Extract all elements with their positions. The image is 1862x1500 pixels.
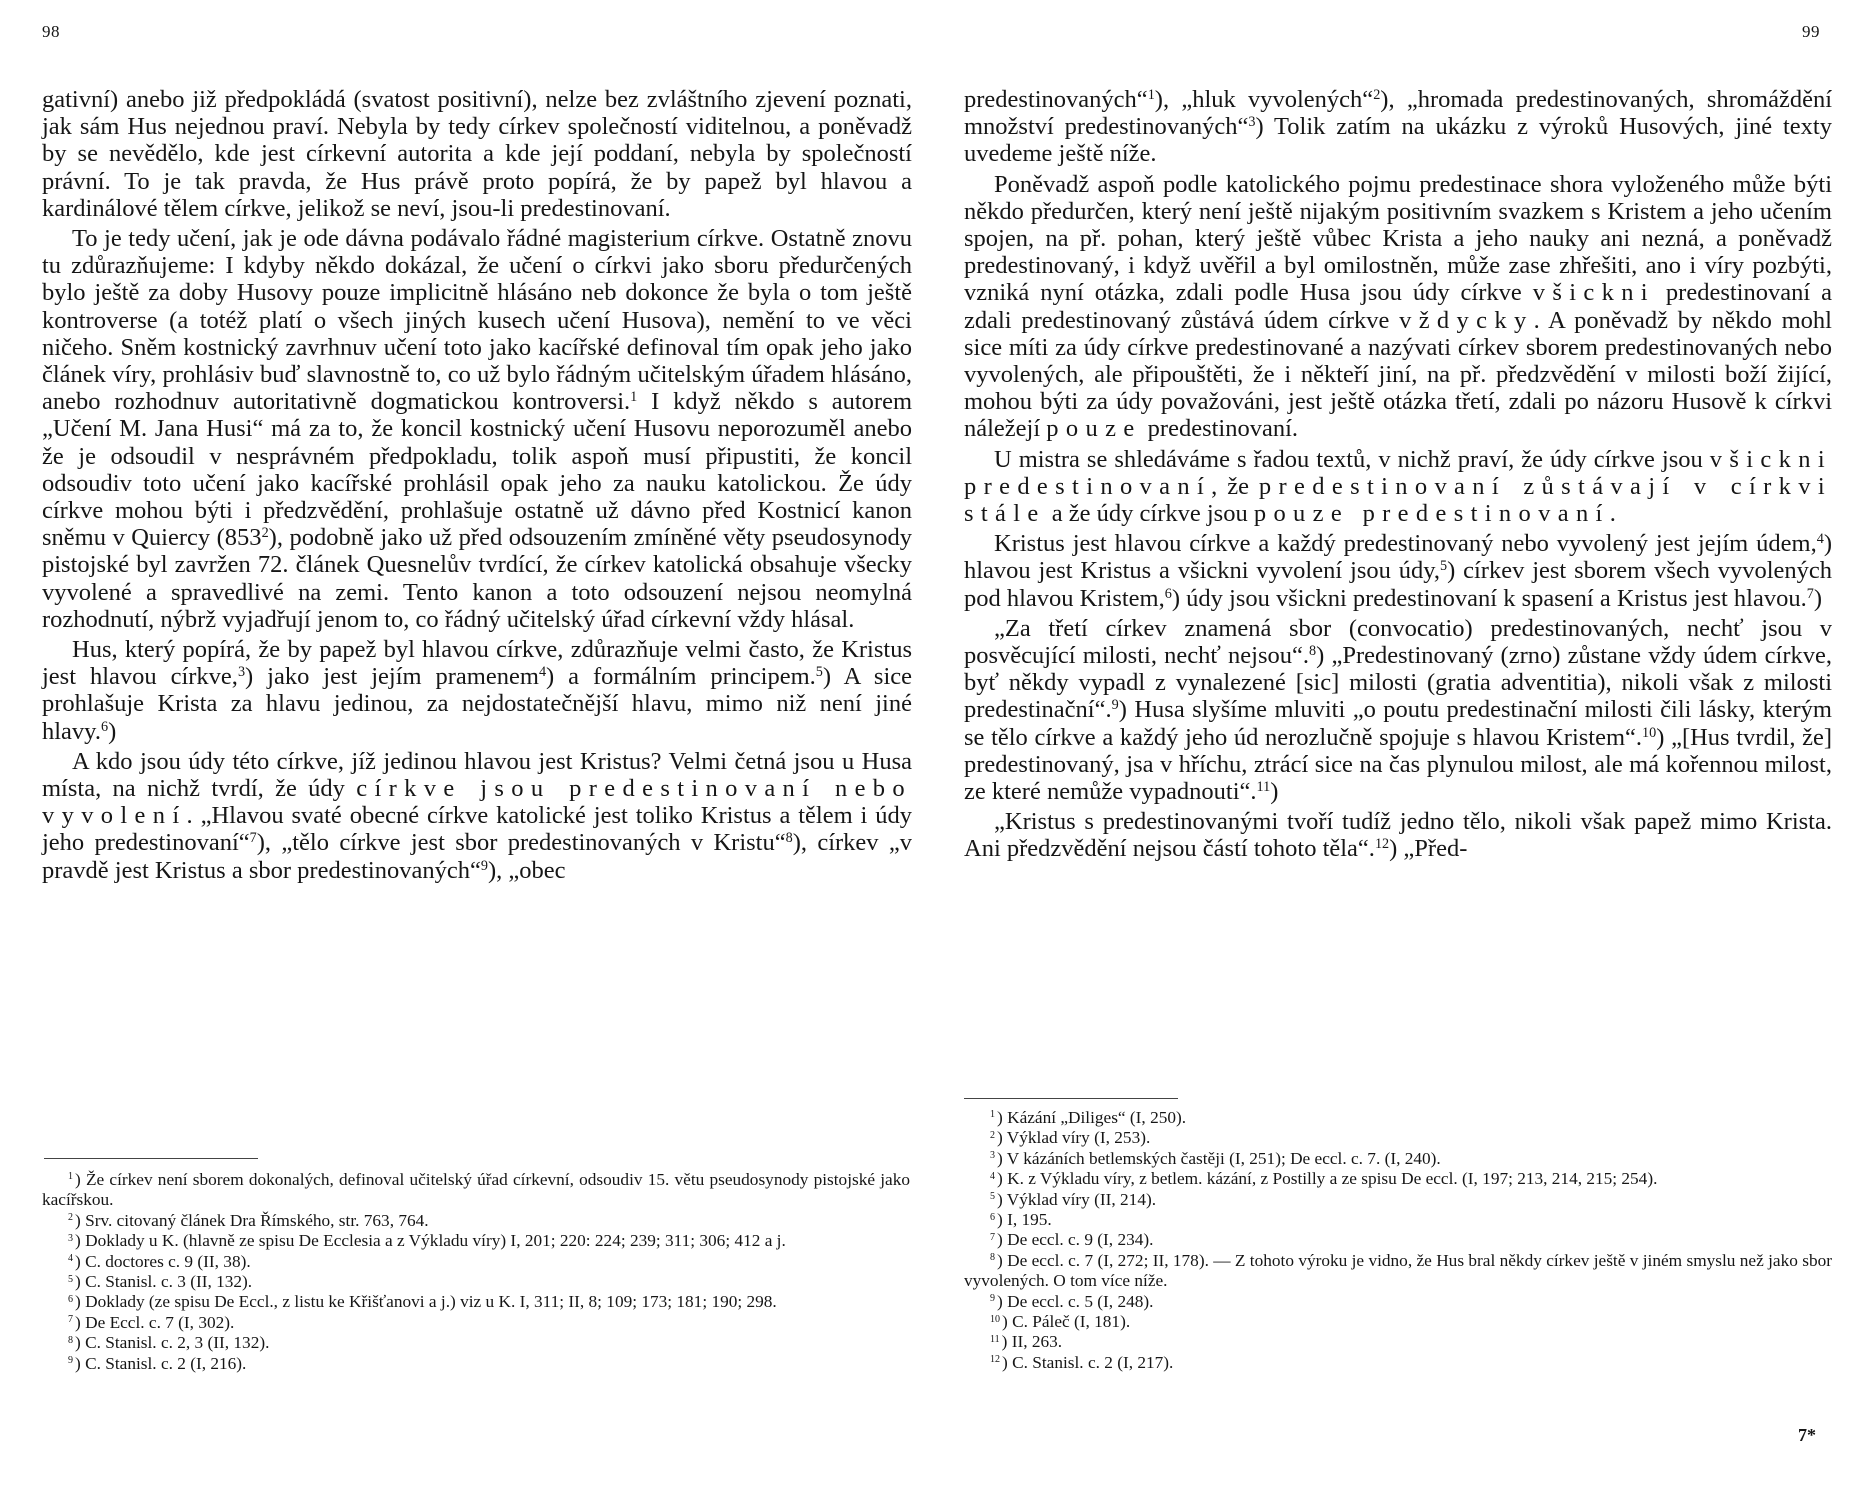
footnote: $^6$ ) I, 195. bbox=[990, 1210, 1052, 1230]
spaced-emphasis: pouze predestinovaní bbox=[1253, 500, 1610, 528]
footnote: $^4$ ) C. doctores c. 9 (II, 38). bbox=[68, 1251, 251, 1271]
signature-mark: 7* bbox=[1798, 1425, 1816, 1445]
spaced-emphasis: všickni predestinovaní bbox=[964, 445, 1832, 500]
footnote-ref: 8 bbox=[1309, 643, 1317, 660]
footnote: $^4$ ) K. z Výkladu víry, z betlem. kázání, z Postilly a ze spisu De eccl. (I, 197; 213, 214, 215; 254). bbox=[990, 1169, 1658, 1189]
footnote-ref: 2 bbox=[1373, 87, 1381, 104]
footnote-ref: 7 bbox=[249, 830, 257, 847]
spaced-emphasis: vždycky bbox=[1399, 306, 1534, 334]
footnote: $^{11}$ ) II, 263. bbox=[990, 1332, 1063, 1352]
right-body-text bbox=[964, 86, 1832, 866]
footnote-ref: 5 bbox=[1440, 558, 1448, 575]
footnote: $^3$ ) V kázáních betlemských častěji (I, 251); De eccl. c. 7. (I, 240). bbox=[990, 1148, 1441, 1168]
footnote-ref: 12 bbox=[1374, 836, 1390, 853]
left-page-number: 98 bbox=[42, 22, 60, 41]
footnote-ref: 1 bbox=[630, 389, 638, 406]
footnote: $^8$ ) C. Stanisl. c. 2, 3 (II, 132). bbox=[68, 1333, 270, 1353]
footnote: $^8$ ) De eccl. c. 7 (I, 272; II, 178). — Z tohoto výroku je vidno, že Hus bral někdy církev ještě v jiném smyslu než jako sbor vyvolených. O tom více níže. bbox=[964, 1250, 1832, 1291]
right-paragraph-1: predestinovaných“$^1$), „hluk vyvolených“$^2$), „hromada predestinovaných, shromáždění množství predestinovaných“$^3$) Tolik zatím na ukázku z výroků Husových, jiné texty uvedeme ještě níže. bbox=[964, 86, 1832, 168]
footnote: $^5$ ) C. Stanisl. c. 3 (II, 132). bbox=[68, 1272, 253, 1292]
left-body-text bbox=[42, 86, 912, 887]
footnote-ref: 6 bbox=[1164, 585, 1172, 602]
right-paragraph-2: Poněvadž aspoň podle katolického pojmu predestinace shora vyloženého může býti někdo předurčen, který není ještě nijakým positivním svazkem s Kristem a jeho učením spojen, na př. pohan, který ještě vůbec Krista a jeho nauky ani nezná, a poněvadž predestinovaný, i když uvěřil a byl omilostněn, může zase zhřešiti, ano i víry pozbýti, vzniká nyní otázka, zdali podle Husa jsou údy církve všickni predestinovaní a zdali predestinovaný zůstává údem církve vždycky. A poněvadž by někdo mohl sice míti za údy církve predestinované a nazývati církev sborem predestinovaných nebo vyvolených, ale připouštěti, že i někteří jiní, na př. předzvědění v milosti boží žijící, mohou býti za údy považováni, jest ještě otázka třetí, zdali po názoru Husově k církvi náležejí pouze predestinovaní. bbox=[964, 170, 1832, 443]
footnote: $^7$ ) De Eccl. c. 7 (I, 302). bbox=[68, 1312, 235, 1332]
right-paragraph-3: U mistra se shledáváme s řadou textů, v nichž praví, že údy církve jsou všickni predestinovaní, že predestinovaní zůstávají v církvi stále a že údy církve jsou pouze predestinovaní. bbox=[964, 445, 1832, 528]
spaced-emphasis: církve jsou predestinovaní nebo vyvolení bbox=[42, 775, 912, 830]
footnote-ref: 11 bbox=[1256, 779, 1271, 796]
footnote-ref: 6 bbox=[100, 718, 109, 735]
left-footnote-divider bbox=[44, 1158, 258, 1159]
right-page-number: 99 bbox=[1802, 22, 1820, 41]
spaced-emphasis: predestinovaní zůstávají v církvi stále bbox=[964, 472, 1832, 528]
right-paragraph-6: „Kristus s predestinovanými tvoří tudíž jedno tělo, nikoli však papež mimo Krista. Ani předzvědění nejsou částí tohoto těla“.$^{12}$) „Před- bbox=[964, 808, 1832, 863]
footnote-ref: 2 bbox=[261, 525, 269, 542]
footnote: $^2$ ) Srv. citovaný článek Dra Římského, str. 763, 764. bbox=[68, 1210, 429, 1230]
footnote: $^1$ ) Že církev není sborem dokonalých, definoval učitelský úřad církevní, odsoudiv 15. větu pseudosynody pistojské jako kacířskou. bbox=[42, 1170, 910, 1210]
left-paragraph-2: To je tedy učení, jak je ode dávna podávalo řádné magisterium církve. Ostatně znovu tu zdůrazňujeme: I kdyby někdo dokázal, že učení o církvi jako sboru předurčených bylo ještě za doby Husovy pouze implicitně hlásáno neb dokonce že byla o tom ještě kontroverse (a totéž platí o všech jiných kusech učení Husova), nemění to ve věci ničeho. Sněm kostnický zavrhnuv učení toto jako kacířské definoval tím opak jeho jako článek víry, prohlásiv buď slavnostně to, co už bylo řádným učitelským úřadem hlásáno, anebo rozhodnuv autoritativně dogmatickou kontroversi.$^1$ I když někdo s autorem „Učení M. Jana Husi“ má za to, že koncil kostnický učení Husovu neporozuměl anebo že je odsoudil v nesprávném předpokladu, tolik aspoň musí připustiti, že koncil odsoudiv toto učení jako kacířské prohlásil opak jeho za nauku katolickou. Že údy církve mohou býti i předzvědění, prohlašuje ostatně už dávno před Kostnicí kanon sněmu v Quiercy $(853^2)$, podobně jako už před odsouzením zmíněné věty pseudosynody pistojské byl zavržen 72. článek Quesnelův tvrdící, že církev katolická obsahuje všecky vyvolené a spravedlivé na zemi. Tento kanon a toto odsouzení nejsou neomylná rozhodnutí, nýbrž vyjadřují jenom to, co řádný učitelský úřad církevní vždy hlásal. bbox=[42, 225, 912, 633]
right-footnote-divider bbox=[964, 1098, 1178, 1099]
right-paragraph-5: „Za třetí církev znamená sbor (convocatio) predestinovaných, nechť jsou v posvěcující milosti, nechť nejsou“.$^8$) „Predestinovaný (zrno) zůstane vždy údem církve, byť někdy vypadl z vynalezené [sic] milosti (gratia adventitia), nikoli však z milosti predestinační“.$^9$) Husa slyšíme mluviti „o poutu predestinační milosti čili lásky, kterým se tělo církve a každý jeho úd nerozlučně spojuje s hlavou Kristem“.$^{10}$) „[Hus tvrdil, že] predestinovaný, jsa v hříchu, ztrácí sice na čas plynulou milost, ale má kořennou milost, ze které nemůže vypadnouti“.$^{11}$) bbox=[964, 614, 1833, 806]
footnote-ref: 9 bbox=[480, 857, 488, 874]
footnote-ref: 9 bbox=[1111, 697, 1119, 714]
right-footnotes bbox=[964, 1108, 1832, 1373]
footnote: $^{12}$ ) C. Stanisl. c. 2 (I, 217). bbox=[990, 1352, 1174, 1372]
footnote: $^5$ ) Výklad víry (II, 214). bbox=[990, 1189, 1157, 1209]
footnote: $^9$ ) C. Stanisl. c. 2 (I, 216). bbox=[68, 1353, 247, 1373]
footnote-ref: 5 bbox=[815, 664, 823, 681]
footnote-ref: 1 bbox=[1147, 87, 1155, 104]
footnote-ref: 10 bbox=[1642, 724, 1657, 741]
footnote: $^2$ ) Výklad víry (I, 253). bbox=[990, 1128, 1151, 1148]
footnote-ref: 3 bbox=[237, 664, 246, 681]
footnote: $^1$ ) Kázání „Diliges“ (I, 250). bbox=[990, 1108, 1187, 1127]
right-page bbox=[931, 0, 1862, 1500]
footnote-ref: 3 bbox=[1248, 114, 1256, 131]
footnote: $^9$ ) De eccl. c. 5 (I, 248). bbox=[990, 1291, 1154, 1311]
footnote-ref: 8 bbox=[785, 830, 793, 847]
footnote-ref: 7 bbox=[1806, 585, 1814, 602]
footnote: $^7$ ) De eccl. c. 9 (I, 234). bbox=[990, 1230, 1154, 1250]
spaced-emphasis: pouze bbox=[1046, 415, 1142, 443]
right-paragraph-4: Kristus jest hlavou církve a každý predestinovaný nebo vyvolený jest jejím údem,$^4$) hlavou jest Kristus a všickni vyvolení jsou údy,$^5$) církev jest sborem všech vyvolených pod hlavou Kristem,$^6$) údy jsou všickni predestinovaní k spasení a Kristus jest hlavou.$^7$) bbox=[964, 530, 1833, 612]
left-footnotes bbox=[42, 1170, 910, 1374]
footnote: $^3$ ) Doklady u K. (hlavně ze spisu De Ecclesia a z Výkladu víry) I, 201; 220: 224; 239; 311; 306; 412 a j. bbox=[68, 1231, 786, 1251]
left-paragraph-1: gativní) anebo již předpokládá (svatost positivní), nelze bez zvláštního zjevení poznati, jak sám Hus nejednou praví. Nebyla by tedy církev společností viditelnou, a poněvadž by se nevědělo, kde jest církevní autorita a kde její poddaní, nebyla by společností právní. To je tak pravda, že Hus právě proto popírá, že by papež byl hlavou a kardinálové tělem církve, jelikož se neví, jsou-li predestinovaní. bbox=[42, 86, 912, 222]
footnote: $^6$ ) Doklady (ze spisu De Eccl., z listu ke Křišťanovi a j.) viz u K. I, 311; II, 8; 109; 173; 181; 190; 298. bbox=[68, 1292, 777, 1312]
footnote-ref: 4 bbox=[1816, 531, 1824, 548]
spaced-emphasis: všickni bbox=[1532, 279, 1655, 307]
footnote: $^{10}$ ) C. Páleč (I, 181). bbox=[990, 1312, 1131, 1332]
left-paragraph-3: Hus, který popírá, že by papež byl hlavou církve, zdůrazňuje velmi často, že Kristus jest hlavou církve,$^3$) jako jest jejím pramenem$^4$) a formálním principem.$^5$) A sice prohlašuje Krista za hlavu jedinou, za nejdostatečnější hlavu, mimo niž není jiné hlavy.$^6$) bbox=[42, 636, 913, 745]
footnote-ref: 4 bbox=[538, 664, 547, 681]
left-paragraph-4: A kdo jsou údy této církve, jíž jedinou hlavou jest Kristus? Velmi četná jsou u Husa místa, na nichž tvrdí, že údy církve jsou predestinovaní nebo vyvolení. „Hlavou svaté obecné církve katolické jest toliko Kristus a tělem i údy jeho predestinovaní“$^7$), „tělo církve jest sbor predestinovaných v Kristu“$^8$), církev „v pravdě jest Kristus a sbor predestinovaných“$^9$), „obec bbox=[42, 747, 913, 884]
